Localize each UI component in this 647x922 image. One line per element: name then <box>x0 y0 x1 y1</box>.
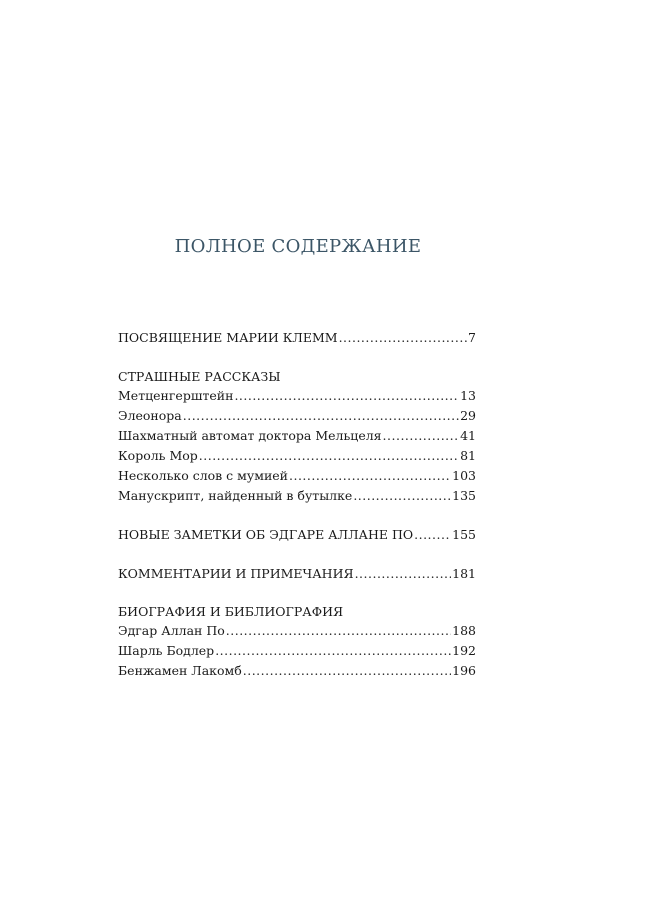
toc-entry-story[interactable] <box>118 406 476 426</box>
toc-entry-page: 135 <box>452 488 476 503</box>
section-heading-stories: СТРАШНЫЕ РАССКАЗЫ <box>118 369 281 384</box>
dot-leader <box>383 426 460 446</box>
toc-entry-story[interactable] <box>118 446 476 466</box>
toc-entry-bio[interactable] <box>118 641 476 661</box>
toc-entry-title: Манускрипт, найденный в бутылке <box>118 488 353 503</box>
toc-entry-title: Метценгерштейн <box>118 388 234 403</box>
toc-entry-title: НОВЫЕ ЗАМЕТКИ ОБ ЭДГАРЕ АЛЛАНЕ ПО <box>118 527 414 542</box>
toc-entry-page: 103 <box>452 468 476 483</box>
section-heading-bio: БИОГРАФИЯ И БИБЛИОГРАФИЯ <box>118 604 344 619</box>
dot-leader <box>199 446 459 466</box>
toc-entry-title: Шарль Бодлер <box>118 643 215 658</box>
toc-entry-dedication[interactable] <box>118 328 476 348</box>
toc-entry-title: Бенжамен Лакомб <box>118 663 242 678</box>
dot-leader <box>414 525 451 545</box>
page-title: ПОЛНОЕ СОДЕРЖАНИЕ <box>174 236 422 257</box>
toc-entry-comments[interactable] <box>118 564 476 584</box>
toc-entry-notes[interactable] <box>118 525 476 545</box>
toc-entry-title: Несколько слов с мумией <box>118 468 289 483</box>
dot-leader <box>353 486 451 506</box>
table-of-contents <box>118 328 476 681</box>
toc-entry-story[interactable] <box>118 466 476 486</box>
dot-leader <box>289 466 451 486</box>
dot-leader <box>234 386 459 406</box>
dot-leader <box>243 661 451 681</box>
toc-entry-story[interactable] <box>118 386 476 406</box>
toc-entry-title: Шахматный автомат доктора Мельцеля <box>118 428 382 443</box>
dot-leader <box>339 328 467 348</box>
toc-entry-page: 29 <box>460 408 476 423</box>
toc-entry-bio[interactable] <box>118 661 476 681</box>
dot-leader <box>355 564 452 584</box>
toc-entry-title: Эдгар Аллан По <box>118 623 225 638</box>
dot-leader <box>226 621 451 641</box>
toc-entry-page: 196 <box>452 663 476 678</box>
toc-entry-title: КОММЕНТАРИИ И ПРИМЕЧАНИЯ <box>118 566 354 581</box>
toc-entry-bio[interactable] <box>118 621 476 641</box>
toc-entry-page: 155 <box>452 527 476 542</box>
toc-entry-page: 188 <box>452 623 476 638</box>
toc-entry-page: 192 <box>452 643 476 658</box>
toc-entry-page: 13 <box>460 388 476 403</box>
toc-entry-title: Элеонора <box>118 408 182 423</box>
toc-entry-page: 81 <box>460 448 476 463</box>
dot-leader <box>183 406 459 426</box>
toc-entry-page: 7 <box>468 330 476 345</box>
toc-entry-story[interactable] <box>118 486 476 506</box>
toc-entry-page: 41 <box>460 428 476 443</box>
toc-entry-story[interactable] <box>118 426 476 446</box>
toc-entry-title: Король Мор <box>118 448 198 463</box>
toc-entry-title: ПОСВЯЩЕНИЕ МАРИИ КЛЕММ <box>118 330 338 345</box>
toc-entry-page: 181 <box>452 566 476 581</box>
dot-leader <box>215 641 451 661</box>
